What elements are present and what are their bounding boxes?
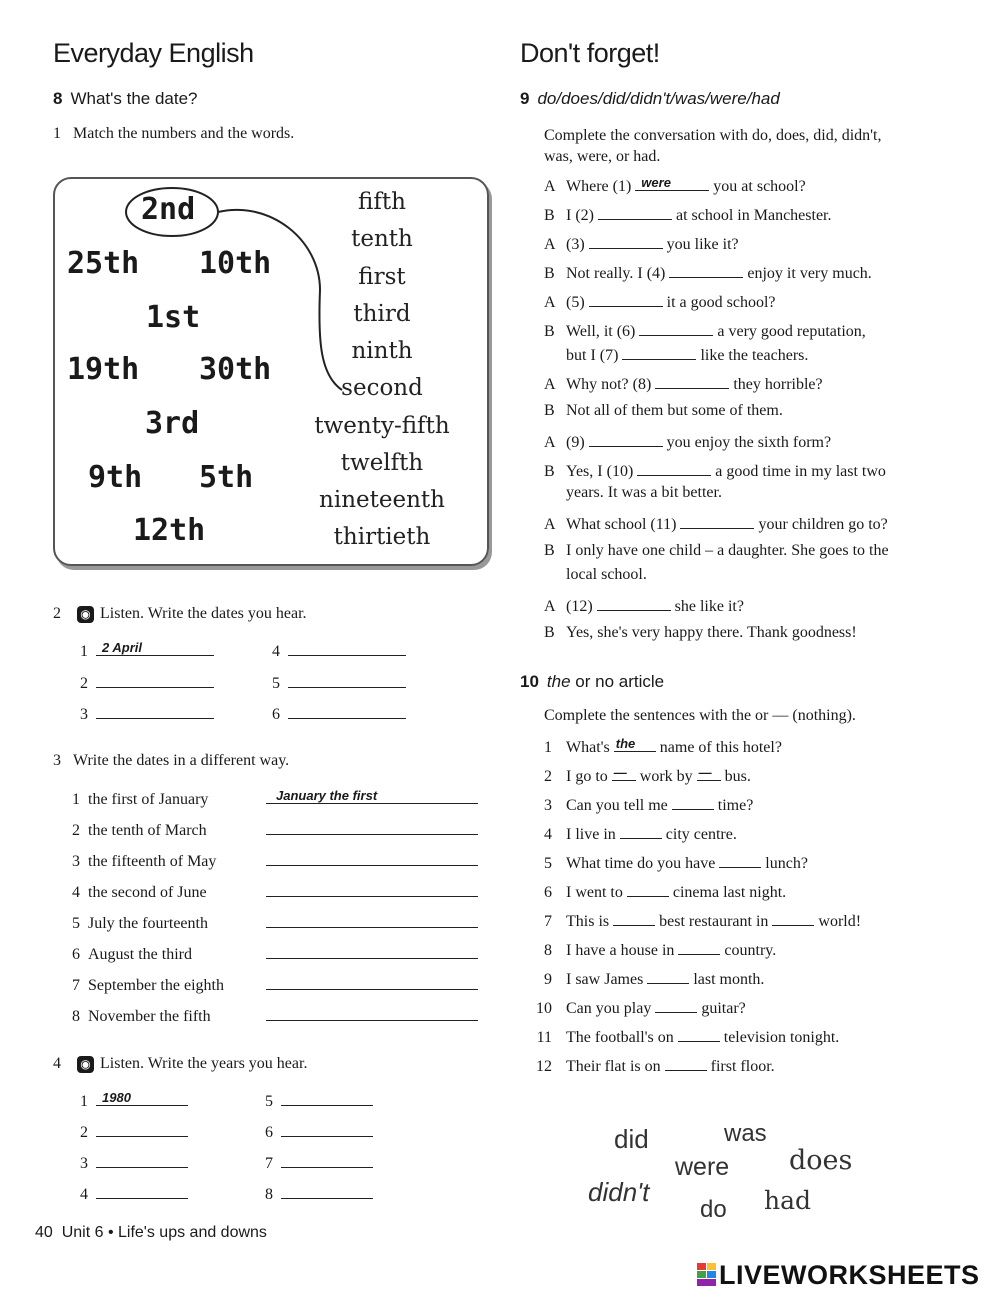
conversation-line: B Yes, she's very happy there. Thank goodness! (544, 624, 857, 641)
page-footer: 40 Unit 6 • Life's ups and downs (35, 1224, 267, 1241)
answer-field[interactable] (266, 1005, 478, 1021)
answer-field[interactable] (96, 1121, 188, 1137)
conversation-line: B Not really. I (4) enjoy it very much. (544, 262, 872, 283)
answer-field[interactable] (266, 912, 478, 928)
ex4-item: 3 (70, 1152, 188, 1173)
ordinal-word[interactable]: fifth (358, 189, 406, 215)
answer-field[interactable]: 1980 (96, 1090, 188, 1106)
answer-field[interactable] (288, 703, 406, 719)
ex2-instruction: 2 ◉ Listen. Write the dates you hear. (53, 605, 307, 622)
conversation-line: local school. (566, 566, 647, 583)
ordinal-word[interactable]: twelfth (340, 450, 424, 476)
ex4-item: 6 (255, 1121, 373, 1142)
ex4-instruction: 4 ◉ Listen. Write the years you hear. (53, 1055, 308, 1072)
answer-field[interactable]: January the first (266, 788, 478, 804)
conversation-line: A (3) you like it? (544, 233, 739, 254)
answer-field[interactable] (281, 1121, 373, 1137)
answer-field[interactable] (96, 1183, 188, 1199)
ex10-item: 1 What's the name of this hotel? (544, 736, 782, 756)
ex3-item: 2 the tenth of March (70, 819, 478, 840)
cloud-word: had (764, 1186, 812, 1215)
ex8-title-text: What's the date? (70, 89, 198, 108)
ex10-item: 8 I have a house in country. (530, 939, 776, 960)
ex10-item: 6 I went to cinema last night. (530, 881, 786, 902)
answer-field[interactable] (598, 204, 672, 220)
ordinal[interactable]: 10th (199, 246, 272, 281)
answer-field[interactable] (678, 1026, 720, 1042)
answer-field[interactable]: were (635, 175, 709, 191)
ordinal[interactable]: 9th (88, 460, 143, 495)
answer-field[interactable] (669, 262, 743, 278)
answer-field[interactable] (672, 794, 714, 810)
ex10-item: 11 The football's on television tonight. (530, 1026, 839, 1047)
ordinal-word[interactable]: first (358, 264, 406, 290)
headphones-icon[interactable]: ◉ (77, 1056, 94, 1073)
answer-field[interactable] (281, 1090, 373, 1106)
ex9-instruction: Complete the conversation with do, does, did, didn't, was, were, or had. (544, 127, 882, 165)
answer-field[interactable] (680, 513, 754, 529)
answer-field[interactable]: — (612, 765, 636, 781)
conversation-line: B Not all of them but some of them. (544, 402, 783, 419)
ex10-item: 4 I live in city centre. (530, 823, 737, 844)
ex3-item: 1 the first of January January the first (70, 788, 478, 809)
answer-field[interactable] (655, 373, 729, 389)
ex10-item: 12 Their flat is on first floor. (530, 1055, 775, 1076)
answer-field[interactable] (627, 881, 669, 897)
ex3-item: 3 the fifteenth of May (70, 850, 478, 871)
answer-field[interactable] (589, 431, 663, 447)
ordinal-word[interactable]: twenty-fifth (314, 413, 450, 439)
ordinal[interactable]: 2nd (141, 192, 196, 227)
ordinal[interactable]: 5th (199, 460, 254, 495)
ex3-instruction: 3 Write the dates in a different way. (53, 752, 290, 769)
answer-field[interactable] (288, 672, 406, 688)
ordinal[interactable]: 3rd (145, 406, 200, 441)
cloud-word: didn't (588, 1177, 650, 1207)
answer-field[interactable] (589, 233, 663, 249)
answer-field[interactable] (96, 672, 214, 688)
ordinal[interactable]: 30th (199, 352, 272, 387)
answer-field[interactable] (266, 850, 478, 866)
ex10-instruction: Complete the sentences with the or — (nothing). (544, 707, 856, 724)
answer-field[interactable] (281, 1152, 373, 1168)
answer-field[interactable] (639, 320, 713, 336)
ex9-title: 9 do/does/did/didn't/was/were/had (520, 89, 780, 108)
answer-field[interactable] (281, 1183, 373, 1199)
answer-field[interactable] (647, 968, 689, 984)
answer-field[interactable] (655, 997, 697, 1013)
answer-field[interactable] (620, 823, 662, 839)
ex10-item: 5 What time do you have lunch? (530, 852, 808, 873)
ordinal-word[interactable]: second (341, 375, 423, 401)
answer-field[interactable] (719, 852, 761, 868)
answer-field[interactable] (678, 939, 720, 955)
ex4-item: 1 1980 (70, 1090, 188, 1111)
ex4-item: 7 (255, 1152, 373, 1173)
answer-field[interactable] (589, 291, 663, 307)
left-heading: Everyday English (53, 38, 254, 68)
conversation-line: B Well, it (6) a very good reputation, (544, 320, 866, 341)
ex3-item: 6 August the third (70, 943, 478, 964)
ordinal-word[interactable]: ninth (351, 338, 413, 364)
answer-field[interactable] (266, 943, 478, 959)
ex8-instruction: 1 Match the numbers and the words. (53, 125, 295, 142)
ex10-item: 3 Can you tell me time? (530, 794, 753, 815)
answer-field[interactable] (597, 595, 671, 611)
ex10-title: 10 the or no article (520, 672, 665, 691)
conversation-line: B Yes, I (10) a good time in my last two (544, 460, 886, 481)
ex8-number: 8 (53, 89, 63, 108)
ordinal[interactable]: 12th (133, 513, 206, 548)
ex8-title (53, 89, 198, 109)
ex4-item: 2 (70, 1121, 188, 1142)
ex3-item: 5 July the fourteenth (70, 912, 478, 933)
liveworksheets-icon (697, 1263, 717, 1287)
cloud-word: was (724, 1120, 767, 1147)
ordinal-word[interactable]: third (353, 301, 411, 327)
ordinal-word[interactable]: nineteenth (319, 487, 445, 513)
conversation-line: but I (7) like the teachers. (544, 344, 808, 365)
answer-field[interactable] (266, 881, 478, 897)
ordinal[interactable]: 19th (67, 352, 140, 387)
cloud-word: did (614, 1124, 649, 1154)
conversation-line: A (5) it a good school? (544, 291, 776, 312)
conversation-line: A What school (11) your children go to? (544, 513, 888, 534)
ordinal-word[interactable]: tenth (351, 226, 413, 252)
ex10-item: 9 I saw James last month. (530, 968, 764, 989)
ex10-item: 7 This is best restaurant in world! (530, 910, 861, 931)
answer-field[interactable] (288, 640, 406, 656)
ex3-item: 7 September the eighth (70, 974, 478, 995)
conversation-line: B I only have one child – a daughter. She goes to the (544, 542, 889, 559)
ex10-item: 10 Can you play guitar? (530, 997, 746, 1018)
answer-field[interactable] (266, 819, 478, 835)
cloud-word: were (675, 1153, 730, 1181)
answer-field[interactable] (96, 1152, 188, 1168)
conversation-line: B I (2) at school in Manchester. (544, 204, 832, 225)
ex4-item: 5 (255, 1090, 373, 1111)
conversation-line: A Where (1) were you at school? (544, 175, 806, 195)
cloud-word: do (700, 1196, 727, 1223)
conversation-line: A (12) she like it? (544, 595, 744, 616)
liveworksheets-logo[interactable]: LIVEWORKSHEETS (697, 1260, 980, 1291)
ex4-item: 4 (70, 1183, 188, 1204)
ex4-item: 8 (255, 1183, 373, 1204)
answer-field[interactable] (622, 344, 696, 360)
conversation-line: A (9) you enjoy the sixth form? (544, 431, 831, 452)
conversation-line: years. It was a bit better. (566, 484, 722, 501)
answer-field[interactable] (613, 910, 655, 926)
headphones-icon[interactable]: ◉ (77, 606, 94, 623)
ordinal[interactable]: 25th (67, 246, 140, 281)
cloud-word: does (789, 1145, 853, 1176)
right-heading: Don't forget! (520, 38, 660, 68)
answer-field[interactable] (96, 703, 214, 719)
ordinal[interactable]: 1st (146, 300, 201, 335)
answer-field[interactable] (266, 974, 478, 990)
answer-field[interactable]: 2 April (96, 640, 214, 656)
answer-field[interactable] (665, 1055, 707, 1071)
answer-field[interactable] (637, 460, 711, 476)
example-match-line (120, 180, 360, 400)
ex3-item: 4 the second of June (70, 881, 478, 902)
answer-field[interactable] (772, 910, 814, 926)
conversation-line: A Why not? (8) they horrible? (544, 373, 823, 394)
answer-field[interactable]: — (697, 765, 721, 781)
answer-field[interactable]: the (614, 736, 656, 752)
ordinal-word[interactable]: thirtieth (333, 524, 431, 550)
ex10-item: 2 I go to — work by — bus. (544, 765, 751, 785)
ex3-item: 8 November the fifth (70, 1005, 478, 1026)
